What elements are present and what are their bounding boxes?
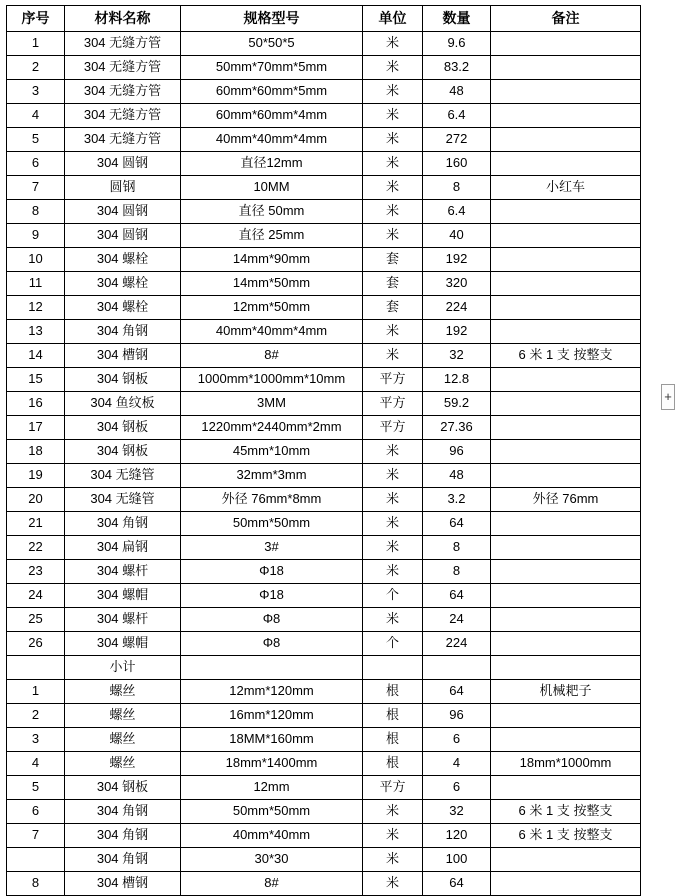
table-row xyxy=(7,800,641,824)
table-row xyxy=(7,512,641,536)
table-row xyxy=(7,488,641,512)
table-header-row xyxy=(7,6,641,32)
cell-spec-model[interactable]: Φ18 xyxy=(181,560,363,584)
column-header-index: 序号 xyxy=(7,6,65,32)
cell-remark[interactable] xyxy=(491,104,641,128)
cell-unit[interactable]: 根 xyxy=(363,680,423,704)
cell-index[interactable]: 16 xyxy=(7,392,65,416)
cell-quantity[interactable]: 83.2 xyxy=(423,56,491,80)
cell-quantity[interactable]: 160 xyxy=(423,152,491,176)
cell-quantity[interactable]: 48 xyxy=(423,80,491,104)
cell-quantity[interactable]: 6 xyxy=(423,728,491,752)
table-row xyxy=(7,680,641,704)
table-row xyxy=(7,152,641,176)
cell-unit[interactable]: 米 xyxy=(363,440,423,464)
cell-quantity[interactable]: 32 xyxy=(423,344,491,368)
cell-material-name[interactable]: 304 无缝方管 xyxy=(65,80,181,104)
column-header-quantity: 数量 xyxy=(423,6,491,32)
cell-material-name[interactable]: 304 无缝方管 xyxy=(65,32,181,56)
cell-unit[interactable]: 套 xyxy=(363,296,423,320)
cell-unit[interactable]: 个 xyxy=(363,584,423,608)
cell-unit[interactable]: 套 xyxy=(363,248,423,272)
cell-remark[interactable] xyxy=(491,440,641,464)
cell-index[interactable]: 19 xyxy=(7,464,65,488)
cell-remark[interactable] xyxy=(491,584,641,608)
cell-material-name[interactable]: 304 圆钢 xyxy=(65,200,181,224)
cell-quantity[interactable]: 9.6 xyxy=(423,32,491,56)
table-row xyxy=(7,296,641,320)
table-row xyxy=(7,872,641,896)
cell-index[interactable]: 5 xyxy=(7,776,65,800)
cell-material-name[interactable]: 螺丝 xyxy=(65,728,181,752)
cell-quantity[interactable] xyxy=(423,656,491,680)
cell-quantity[interactable]: 224 xyxy=(423,632,491,656)
cell-index[interactable]: 3 xyxy=(7,80,65,104)
cell-quantity[interactable]: 6.4 xyxy=(423,200,491,224)
cell-remark[interactable] xyxy=(491,80,641,104)
cell-spec-model[interactable]: 3# xyxy=(181,536,363,560)
cell-quantity[interactable]: 100 xyxy=(423,848,491,872)
cell-remark[interactable] xyxy=(491,152,641,176)
cell-unit[interactable]: 米 xyxy=(363,32,423,56)
cell-unit[interactable]: 米 xyxy=(363,872,423,896)
cell-index[interactable]: 2 xyxy=(7,704,65,728)
cell-remark[interactable] xyxy=(491,728,641,752)
cell-index[interactable]: 24 xyxy=(7,584,65,608)
cell-unit[interactable]: 米 xyxy=(363,824,423,848)
cell-index[interactable]: 2 xyxy=(7,56,65,80)
cell-material-name[interactable]: 304 螺杆 xyxy=(65,560,181,584)
cell-unit[interactable]: 米 xyxy=(363,560,423,584)
column-header-material-name: 材料名称 xyxy=(65,6,181,32)
table-row xyxy=(7,656,641,680)
cell-spec-model[interactable]: 12mm xyxy=(181,776,363,800)
cell-material-name[interactable]: 304 无缝方管 xyxy=(65,128,181,152)
cell-unit[interactable]: 米 xyxy=(363,512,423,536)
cell-unit[interactable]: 米 xyxy=(363,608,423,632)
cell-spec-model[interactable]: 50mm*70mm*5mm xyxy=(181,56,363,80)
cell-unit[interactable]: 平方 xyxy=(363,392,423,416)
cell-quantity[interactable]: 64 xyxy=(423,512,491,536)
column-header-remark: 备注 xyxy=(491,6,641,32)
cell-material-name[interactable]: 小计 xyxy=(65,656,181,680)
cell-remark[interactable] xyxy=(491,464,641,488)
cell-material-name[interactable]: 304 角钢 xyxy=(65,320,181,344)
cell-unit[interactable]: 个 xyxy=(363,632,423,656)
cell-spec-model[interactable]: 12mm*50mm xyxy=(181,296,363,320)
cell-remark[interactable] xyxy=(491,32,641,56)
cell-remark[interactable]: 18mm*1000mm xyxy=(491,752,641,776)
cell-unit[interactable]: 米 xyxy=(363,56,423,80)
cell-index[interactable]: 4 xyxy=(7,752,65,776)
cell-quantity[interactable]: 192 xyxy=(423,320,491,344)
cell-quantity[interactable]: 32 xyxy=(423,800,491,824)
cell-remark[interactable] xyxy=(491,56,641,80)
cell-spec-model[interactable]: 50mm*50mm xyxy=(181,512,363,536)
cell-index[interactable]: 1 xyxy=(7,680,65,704)
cell-material-name[interactable]: 螺丝 xyxy=(65,704,181,728)
table-row xyxy=(7,248,641,272)
cell-material-name[interactable]: 304 圆钢 xyxy=(65,152,181,176)
cell-index[interactable]: 14 xyxy=(7,344,65,368)
cell-unit[interactable]: 米 xyxy=(363,200,423,224)
cell-material-name[interactable]: 304 鱼纹板 xyxy=(65,392,181,416)
cell-remark[interactable] xyxy=(491,536,641,560)
cell-index[interactable]: 20 xyxy=(7,488,65,512)
cell-index[interactable]: 13 xyxy=(7,320,65,344)
cell-spec-model[interactable]: 60mm*60mm*5mm xyxy=(181,80,363,104)
cell-remark[interactable] xyxy=(491,848,641,872)
cell-quantity[interactable]: 120 xyxy=(423,824,491,848)
cell-remark[interactable] xyxy=(491,320,641,344)
cell-material-name[interactable]: 304 螺栓 xyxy=(65,296,181,320)
cell-index[interactable]: 3 xyxy=(7,728,65,752)
cell-remark[interactable] xyxy=(491,368,641,392)
cell-index[interactable]: 17 xyxy=(7,416,65,440)
cell-index[interactable]: 9 xyxy=(7,224,65,248)
cell-remark[interactable] xyxy=(491,632,641,656)
cell-unit[interactable]: 米 xyxy=(363,128,423,152)
cell-spec-model[interactable]: Φ8 xyxy=(181,608,363,632)
cell-unit[interactable]: 米 xyxy=(363,344,423,368)
cell-quantity[interactable]: 64 xyxy=(423,680,491,704)
table-row xyxy=(7,776,641,800)
table-row xyxy=(7,392,641,416)
cell-remark[interactable] xyxy=(491,512,641,536)
cell-material-name[interactable]: 螺丝 xyxy=(65,752,181,776)
cell-index[interactable]: 8 xyxy=(7,872,65,896)
cell-unit[interactable]: 平方 xyxy=(363,776,423,800)
cell-quantity[interactable]: 320 xyxy=(423,272,491,296)
cell-index[interactable]: 26 xyxy=(7,632,65,656)
table-row xyxy=(7,176,641,200)
table-row xyxy=(7,320,641,344)
cell-unit[interactable]: 套 xyxy=(363,272,423,296)
table-row xyxy=(7,32,641,56)
cell-index[interactable]: 6 xyxy=(7,800,65,824)
cell-remark[interactable]: 6 米 1 支 按整支 xyxy=(491,824,641,848)
cell-spec-model[interactable]: 1000mm*1000mm*10mm xyxy=(181,368,363,392)
cell-quantity[interactable]: 3.2 xyxy=(423,488,491,512)
cell-unit[interactable]: 米 xyxy=(363,848,423,872)
cell-unit[interactable]: 平方 xyxy=(363,416,423,440)
cell-material-name[interactable]: 304 无缝管 xyxy=(65,488,181,512)
cell-remark[interactable]: 机械耙子 xyxy=(491,680,641,704)
cell-unit[interactable]: 米 xyxy=(363,80,423,104)
cell-quantity[interactable]: 8 xyxy=(423,560,491,584)
cell-quantity[interactable]: 24 xyxy=(423,608,491,632)
cell-material-name[interactable]: 螺丝 xyxy=(65,680,181,704)
sheet-expand-button[interactable]: + xyxy=(661,384,675,410)
materials-table xyxy=(6,5,641,896)
cell-index[interactable]: 15 xyxy=(7,368,65,392)
cell-spec-model[interactable]: 3MM xyxy=(181,392,363,416)
cell-index[interactable] xyxy=(7,848,65,872)
cell-material-name[interactable]: 304 钢板 xyxy=(65,368,181,392)
cell-spec-model[interactable]: Φ8 xyxy=(181,632,363,656)
cell-material-name[interactable]: 圆钢 xyxy=(65,176,181,200)
cell-quantity[interactable]: 96 xyxy=(423,440,491,464)
cell-unit[interactable]: 根 xyxy=(363,704,423,728)
cell-remark[interactable] xyxy=(491,296,641,320)
table-row xyxy=(7,752,641,776)
cell-remark[interactable]: 外径 76mm xyxy=(491,488,641,512)
cell-unit[interactable] xyxy=(363,656,423,680)
table-body xyxy=(7,6,641,896)
cell-index[interactable]: 11 xyxy=(7,272,65,296)
cell-spec-model[interactable]: 50mm*50mm xyxy=(181,800,363,824)
table-row xyxy=(7,56,641,80)
table-row xyxy=(7,464,641,488)
cell-remark[interactable] xyxy=(491,608,641,632)
cell-unit[interactable]: 根 xyxy=(363,728,423,752)
cell-index[interactable]: 18 xyxy=(7,440,65,464)
table-row xyxy=(7,224,641,248)
cell-material-name[interactable]: 304 钢板 xyxy=(65,440,181,464)
cell-remark[interactable] xyxy=(491,776,641,800)
cell-unit[interactable]: 米 xyxy=(363,152,423,176)
cell-quantity[interactable]: 27.36 xyxy=(423,416,491,440)
cell-quantity[interactable]: 4 xyxy=(423,752,491,776)
table-row xyxy=(7,104,641,128)
cell-spec-model[interactable]: 50*50*5 xyxy=(181,32,363,56)
cell-remark[interactable]: 小红车 xyxy=(491,176,641,200)
cell-remark[interactable]: 6 米 1 支 按整支 xyxy=(491,344,641,368)
cell-spec-model[interactable]: 直径12mm xyxy=(181,152,363,176)
cell-spec-model[interactable]: 直径 25mm xyxy=(181,224,363,248)
cell-unit[interactable]: 米 xyxy=(363,176,423,200)
cell-index[interactable]: 7 xyxy=(7,824,65,848)
table-row xyxy=(7,584,641,608)
cell-spec-model[interactable]: 10MM xyxy=(181,176,363,200)
cell-remark[interactable] xyxy=(491,272,641,296)
cell-remark[interactable] xyxy=(491,200,641,224)
cell-unit[interactable]: 米 xyxy=(363,464,423,488)
cell-remark[interactable] xyxy=(491,872,641,896)
cell-remark[interactable] xyxy=(491,704,641,728)
cell-quantity[interactable]: 6.4 xyxy=(423,104,491,128)
cell-remark[interactable] xyxy=(491,248,641,272)
cell-material-name[interactable]: 304 螺杆 xyxy=(65,608,181,632)
cell-material-name[interactable]: 304 螺栓 xyxy=(65,272,181,296)
cell-quantity[interactable]: 224 xyxy=(423,296,491,320)
cell-spec-model[interactable]: 18mm*1400mm xyxy=(181,752,363,776)
cell-index[interactable]: 25 xyxy=(7,608,65,632)
cell-quantity[interactable]: 59.2 xyxy=(423,392,491,416)
cell-material-name[interactable]: 304 槽钢 xyxy=(65,344,181,368)
cell-material-name[interactable]: 304 螺帽 xyxy=(65,584,181,608)
table-row xyxy=(7,200,641,224)
table-row xyxy=(7,632,641,656)
cell-quantity[interactable]: 64 xyxy=(423,584,491,608)
cell-spec-model[interactable] xyxy=(181,656,363,680)
table-row xyxy=(7,128,641,152)
table-row xyxy=(7,848,641,872)
cell-material-name[interactable]: 304 无缝管 xyxy=(65,464,181,488)
cell-remark[interactable] xyxy=(491,416,641,440)
cell-spec-model[interactable]: 8# xyxy=(181,872,363,896)
cell-spec-model[interactable]: 40mm*40mm*4mm xyxy=(181,128,363,152)
cell-index[interactable] xyxy=(7,656,65,680)
table-row xyxy=(7,416,641,440)
cell-spec-model[interactable]: 40mm*40mm xyxy=(181,824,363,848)
cell-material-name[interactable]: 304 扁钢 xyxy=(65,536,181,560)
table-row xyxy=(7,608,641,632)
cell-spec-model[interactable]: 直径 50mm xyxy=(181,200,363,224)
cell-index[interactable]: 1 xyxy=(7,32,65,56)
cell-quantity[interactable]: 8 xyxy=(423,536,491,560)
cell-index[interactable]: 7 xyxy=(7,176,65,200)
cell-remark[interactable]: 6 米 1 支 按整支 xyxy=(491,800,641,824)
cell-material-name[interactable]: 304 螺帽 xyxy=(65,632,181,656)
cell-remark[interactable] xyxy=(491,224,641,248)
cell-unit[interactable]: 平方 xyxy=(363,368,423,392)
cell-unit[interactable]: 米 xyxy=(363,536,423,560)
cell-index[interactable]: 5 xyxy=(7,128,65,152)
cell-spec-model[interactable]: 外径 76mm*8mm xyxy=(181,488,363,512)
cell-index[interactable]: 6 xyxy=(7,152,65,176)
column-header-spec-model: 规格型号 xyxy=(181,6,363,32)
cell-spec-model[interactable]: 12mm*120mm xyxy=(181,680,363,704)
cell-quantity[interactable]: 48 xyxy=(423,464,491,488)
cell-spec-model[interactable]: Φ18 xyxy=(181,584,363,608)
table-row xyxy=(7,80,641,104)
cell-spec-model[interactable]: 45mm*10mm xyxy=(181,440,363,464)
cell-material-name[interactable]: 304 角钢 xyxy=(65,824,181,848)
cell-quantity[interactable]: 64 xyxy=(423,872,491,896)
table-row xyxy=(7,728,641,752)
cell-index[interactable]: 23 xyxy=(7,560,65,584)
cell-spec-model[interactable]: 14mm*50mm xyxy=(181,272,363,296)
cell-index[interactable]: 10 xyxy=(7,248,65,272)
cell-unit[interactable]: 米 xyxy=(363,320,423,344)
cell-spec-model[interactable]: 16mm*120mm xyxy=(181,704,363,728)
cell-unit[interactable]: 米 xyxy=(363,224,423,248)
table-row xyxy=(7,440,641,464)
cell-remark[interactable] xyxy=(491,656,641,680)
cell-spec-model[interactable]: 32mm*3mm xyxy=(181,464,363,488)
cell-material-name[interactable]: 304 无缝方管 xyxy=(65,104,181,128)
cell-spec-model[interactable]: 60mm*60mm*4mm xyxy=(181,104,363,128)
cell-spec-model[interactable]: 14mm*90mm xyxy=(181,248,363,272)
table-row xyxy=(7,824,641,848)
cell-spec-model[interactable]: 30*30 xyxy=(181,848,363,872)
cell-index[interactable]: 22 xyxy=(7,536,65,560)
cell-material-name[interactable]: 304 角钢 xyxy=(65,800,181,824)
cell-index[interactable]: 4 xyxy=(7,104,65,128)
cell-material-name[interactable]: 304 钢板 xyxy=(65,416,181,440)
column-header-unit: 单位 xyxy=(363,6,423,32)
cell-unit[interactable]: 根 xyxy=(363,752,423,776)
cell-quantity[interactable]: 8 xyxy=(423,176,491,200)
cell-material-name[interactable]: 304 角钢 xyxy=(65,512,181,536)
cell-index[interactable]: 8 xyxy=(7,200,65,224)
table-row xyxy=(7,272,641,296)
table-row xyxy=(7,560,641,584)
cell-index[interactable]: 12 xyxy=(7,296,65,320)
cell-material-name[interactable]: 304 槽钢 xyxy=(65,872,181,896)
cell-material-name[interactable]: 304 角钢 xyxy=(65,848,181,872)
cell-unit[interactable]: 米 xyxy=(363,488,423,512)
cell-quantity[interactable]: 272 xyxy=(423,128,491,152)
cell-quantity[interactable]: 12.8 xyxy=(423,368,491,392)
cell-remark[interactable] xyxy=(491,392,641,416)
table-row xyxy=(7,368,641,392)
cell-remark[interactable] xyxy=(491,560,641,584)
cell-unit[interactable]: 米 xyxy=(363,800,423,824)
cell-material-name[interactable]: 304 无缝方管 xyxy=(65,56,181,80)
cell-material-name[interactable]: 304 圆钢 xyxy=(65,224,181,248)
cell-spec-model[interactable]: 40mm*40mm*4mm xyxy=(181,320,363,344)
cell-quantity[interactable]: 40 xyxy=(423,224,491,248)
cell-unit[interactable]: 米 xyxy=(363,104,423,128)
cell-quantity[interactable]: 192 xyxy=(423,248,491,272)
cell-material-name[interactable]: 304 钢板 xyxy=(65,776,181,800)
table-row xyxy=(7,344,641,368)
cell-spec-model[interactable]: 1220mm*2440mm*2mm xyxy=(181,416,363,440)
cell-spec-model[interactable]: 18MM*160mm xyxy=(181,728,363,752)
table-row xyxy=(7,536,641,560)
cell-quantity[interactable]: 6 xyxy=(423,776,491,800)
table-row xyxy=(7,704,641,728)
cell-spec-model[interactable]: 8# xyxy=(181,344,363,368)
cell-material-name[interactable]: 304 螺栓 xyxy=(65,248,181,272)
cell-index[interactable]: 21 xyxy=(7,512,65,536)
cell-quantity[interactable]: 96 xyxy=(423,704,491,728)
cell-remark[interactable] xyxy=(491,128,641,152)
